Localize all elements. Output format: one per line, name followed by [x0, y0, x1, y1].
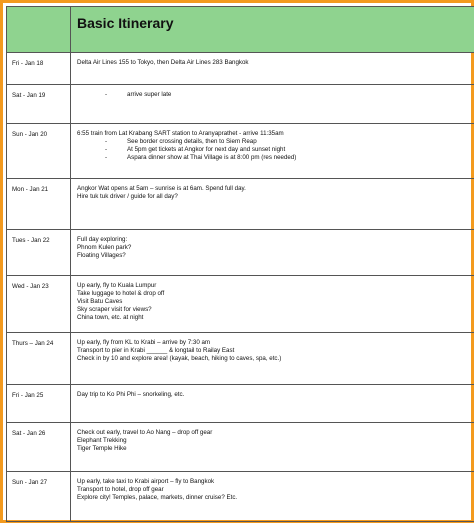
details-cell: [71, 179, 474, 230]
table-row: [7, 124, 474, 179]
table-row: [7, 230, 474, 276]
detail-line: Sky scraper visit for views?: [77, 305, 152, 313]
table-row: [7, 423, 474, 472]
date-cell: [7, 472, 71, 522]
detail-line: Phnom Kulen park?: [77, 243, 132, 251]
detail-bullet: - At 5pm get tickets at Angkor for next day and sunset night: [77, 146, 474, 154]
detail-line: 6:55 train from Lat Krabang SART station to Aranyaprathet - arrive 11:35am: [77, 130, 284, 137]
date-label: Sat - Jan 19: [12, 92, 46, 99]
date-label: Wed - Jan 23: [12, 283, 49, 290]
detail-line: Up early, fly from KL to Krabi – arrive by 7:30 am: [77, 339, 211, 346]
details-cell: [71, 333, 474, 385]
table-row: [7, 53, 474, 85]
date-cell: [7, 53, 71, 85]
bullet-dash: -: [104, 145, 107, 153]
detail-line: Take luggage to hotel & drop off: [77, 289, 165, 297]
header-title-cell: [71, 7, 474, 53]
table-header-row: [7, 7, 474, 53]
table-row: [7, 85, 474, 124]
bullet-dash: -: [104, 153, 107, 161]
date-cell: [7, 179, 71, 230]
table-row: [7, 179, 474, 230]
date-label: Sun - Jan 20: [12, 131, 48, 138]
detail-line: Delta Air Lines 155 to Tokyo, then Delta Air Lines 283 Bangkok: [77, 59, 249, 66]
date-label: Fri - Jan 18: [12, 60, 44, 67]
table-row: [7, 276, 474, 333]
itinerary-table: [6, 6, 474, 522]
detail-line: Transport to pier in Krabi ______ & longtail to Railay East: [77, 346, 235, 354]
date-label: Thurs – Jan 24: [12, 340, 54, 347]
detail-line: Transport to hotel, drop off gear: [77, 485, 164, 493]
date-cell: [7, 276, 71, 333]
details-cell: [71, 423, 474, 472]
detail-line: Up early, fly to Kuala Lumpur: [77, 282, 157, 289]
detail-line: Up early, take taxi to Krabi airport – fly to Bangkok: [77, 478, 215, 485]
detail-line: Angkor Wat opens at 5am – sunrise is at 6am. Spend full day.: [77, 185, 246, 192]
date-label: Sun - Jan 27: [12, 479, 48, 486]
detail-line: Floating Villages?: [77, 251, 126, 259]
detail-line: China town, etc. at night: [77, 313, 144, 321]
table-row: [7, 385, 474, 423]
date-cell: [7, 385, 71, 423]
date-cell: [7, 85, 71, 124]
details-cell: [71, 85, 474, 124]
date-cell: [7, 124, 71, 179]
detail-line: Hire tuk tuk driver / guide for all day?: [77, 192, 178, 200]
details-cell: [71, 385, 474, 423]
detail-line: Tiger Temple Hike: [77, 444, 127, 452]
details-cell: [71, 472, 474, 522]
date-label: Sat - Jan 26: [12, 430, 46, 437]
details-cell: [71, 124, 474, 179]
date-label: Fri - Jan 25: [12, 392, 44, 399]
detail-line: Explore city! Temples, palace, markets, dinner cruise? Etc.: [77, 493, 238, 501]
bullet-dash: -: [104, 91, 107, 98]
details-cell: [71, 53, 474, 85]
detail-line: Check out early, travel to Ao Nang – drop off gear: [77, 429, 213, 436]
date-cell: [7, 423, 71, 472]
date-cell: [7, 333, 71, 385]
date-label: Mon - Jan 21: [12, 186, 49, 193]
date-cell: [7, 230, 71, 276]
detail-line: Visit Batu Caves: [77, 297, 123, 305]
table-row: [7, 472, 474, 522]
page-title: Basic Itinerary: [77, 15, 174, 31]
table-row: [7, 333, 474, 385]
detail-line: Elephant Trekking: [77, 436, 127, 444]
details-cell: [71, 230, 474, 276]
header-blank-cell: [7, 7, 71, 53]
detail-bullet: - arrive super late: [77, 91, 474, 99]
bullet-dash: -: [104, 137, 107, 145]
detail-bullet: - See border crossing details, then to Siem Reap: [77, 138, 474, 146]
detail-line: Full day exploring:: [77, 236, 128, 243]
detail-line: Day trip to Ko Phi Phi – snorkeling, etc.: [77, 391, 185, 398]
details-cell: [71, 276, 474, 333]
detail-bullet: - Aspara dinner show at Thai Village is at 8:00 pm (res needed): [77, 154, 474, 162]
detail-line: Check in by 10 and explore area! (kayak, beach, hiking to caves, spa, etc.): [77, 354, 282, 362]
date-label: Tues - Jan 22: [12, 237, 50, 244]
